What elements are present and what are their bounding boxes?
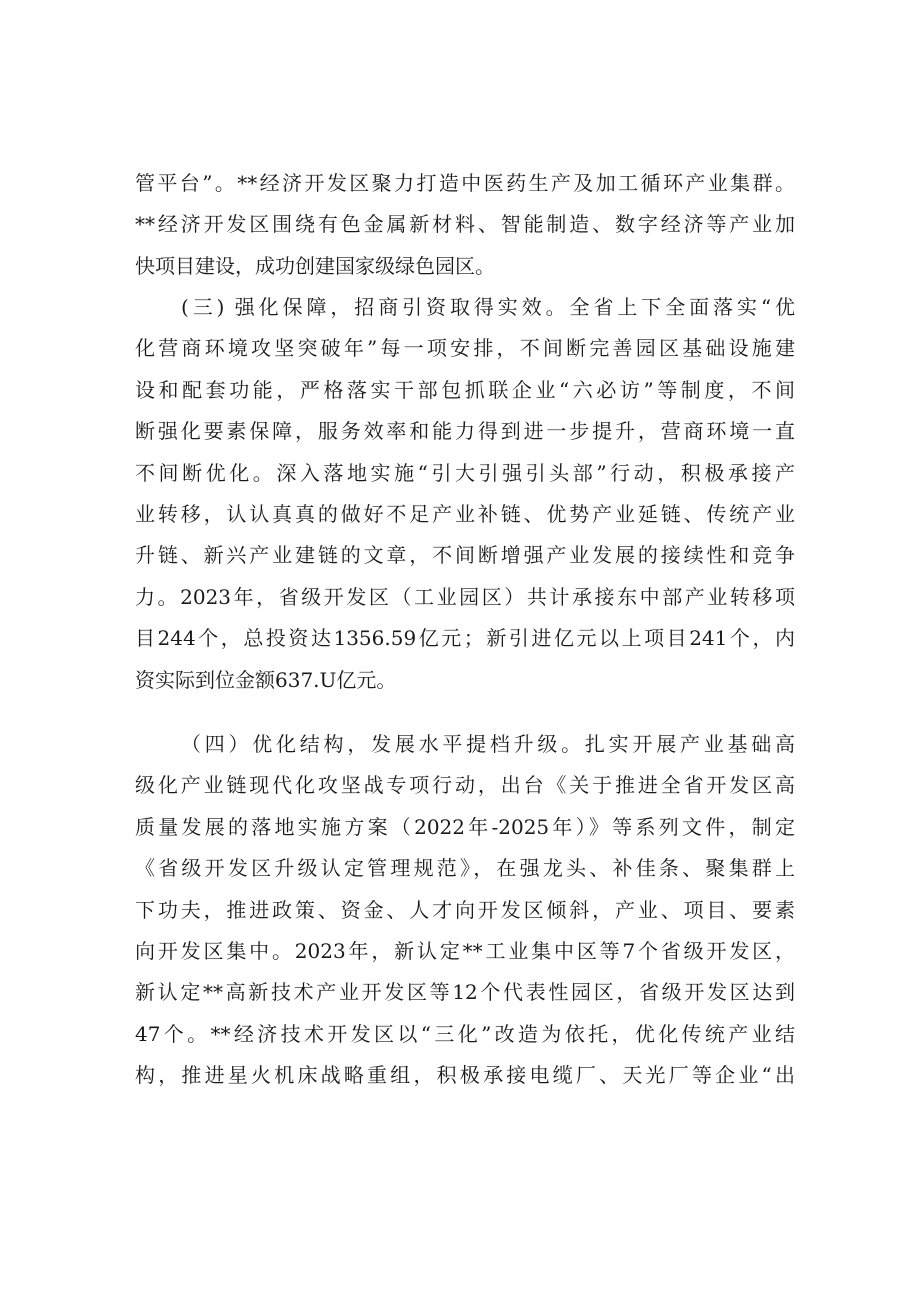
text-line: 管平台”。**经济开发区聚力打造中医药生产及加工循环产业集群。 [135,171,795,195]
text-line: 下功夫，推进政策、资金、人才向开发区倾斜，产业、项目、要素 [135,897,795,922]
text-line: 向开发区集中。2023年，新认定**工业集中区等7个省级开发区， [135,938,795,963]
text-line: 设和配套功能，严格落实干部包抓联企业“六必访”等制度，不间 [135,377,795,402]
text-line: 47个。**经济技术开发区以“三化”改造为依托，优化传统产业结 [135,1021,795,1046]
text-line: 不间断优化。深入落地实施“引大引强引头部”行动，积极承接产 [135,460,795,485]
text-line: 资实际到位金额637.U亿元。 [135,667,397,692]
text-line: 级化产业链现代化攻坚战专项行动，出台《关于推进全省开发区高 [135,773,795,798]
text-line: (三) 强化保障，招商引资取得实效。全省上下全面落实“优 [181,295,795,319]
text-line: 目244个，总投资达1356.59亿元；新引进亿元以上项目241个，内 [135,626,795,651]
paragraph-3 [135,724,795,1097]
text-line: 质量发展的落地实施方案（2022年-2025年）》等系列文件，制定 [135,814,795,839]
text-line: 《省级开发区升级认定管理规范》，在强龙头、补佳条、聚集群上 [135,856,795,881]
text-line: 快项目建设，成功创建国家级绿色园区。 [135,253,495,278]
text-line: 力。2023年，省级开发区（工业园区）共计承接东中部产业转移项 [135,584,795,609]
text-line: 化营商环境攻坚突破年”每一项安排，不间断完善园区基础设施建 [135,336,795,361]
text-line: 断强化要素保障，服务效率和能力得到进一步提升，营商环境一直 [135,419,795,444]
text-line: 升链、新兴产业建链的文章，不间断增强产业发展的接续性和竞争 [135,543,795,568]
text-line: **经济开发区围绕有色金属新材料、智能制造、数字经济等产业加 [135,212,795,237]
text-line: 新认定**高新技术产业开发区等12个代表性园区，省级开发区达到 [135,980,795,1005]
text-line: （四）优化结构，发展水平提档升级。扎实开展产业基础高 [181,732,795,756]
text-line: 构，推进星火机床战略重组，积极承接电缆厂、天光厂等企业“出 [135,1063,795,1088]
paragraph-1 [135,163,795,287]
paragraph-2 [135,287,795,701]
text-line: 业转移，认认真真的做好不足产业补链、优势产业延链、传统产业 [135,501,795,526]
